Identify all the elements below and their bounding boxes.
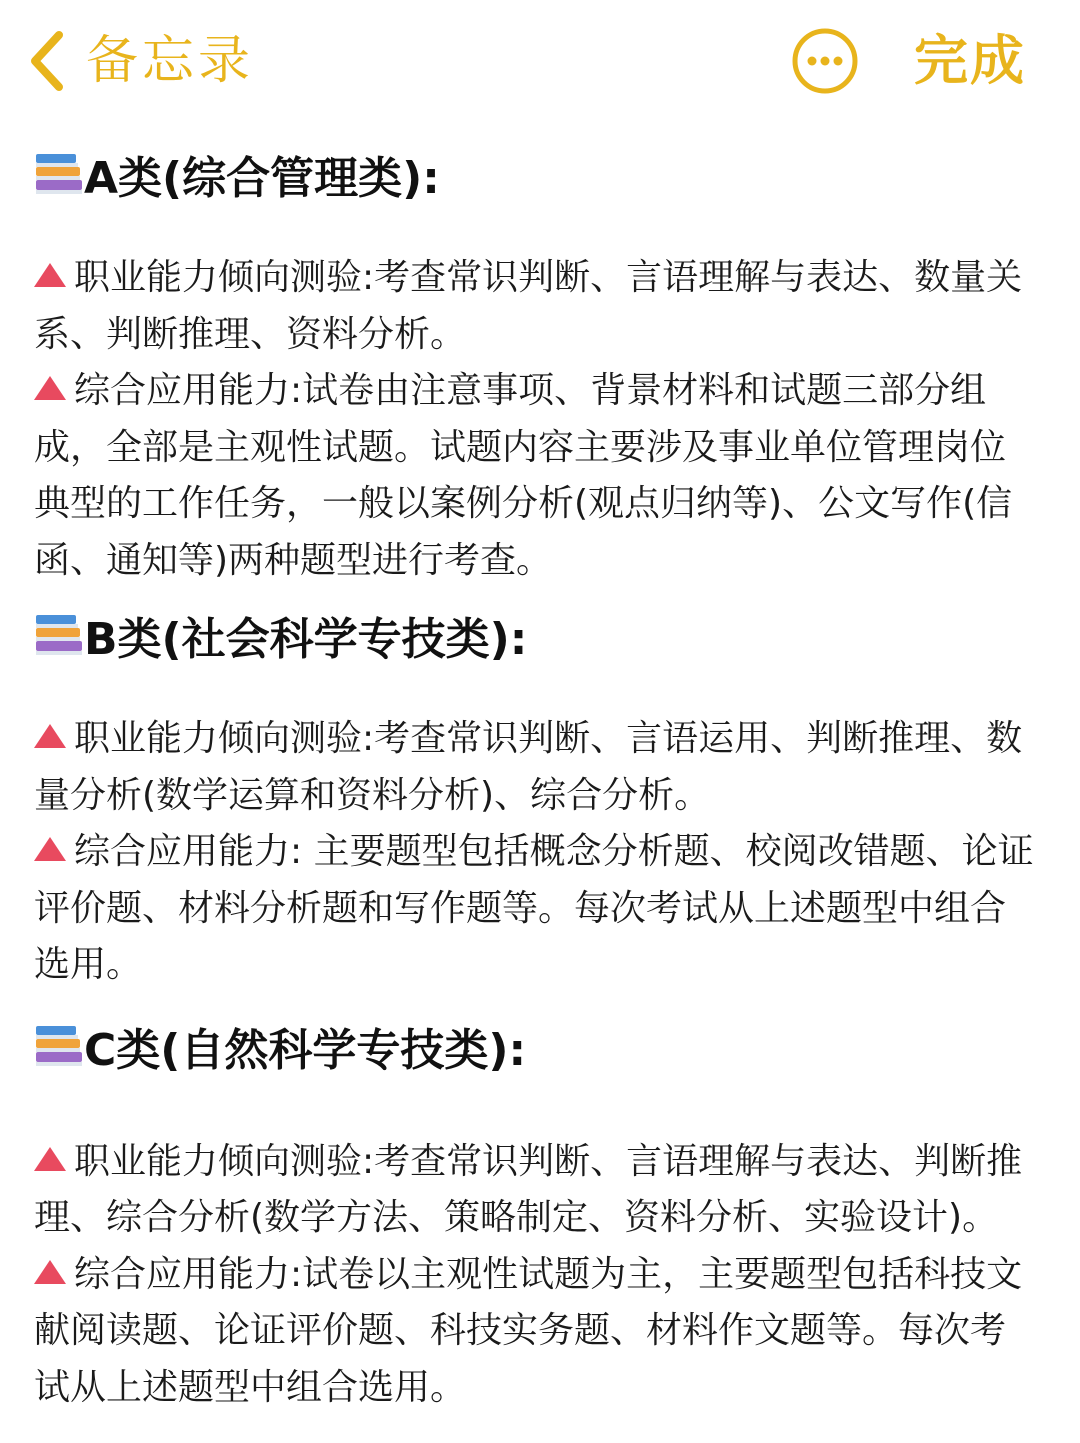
section-heading-b bbox=[34, 599, 1034, 671]
list-item-text: 职业能力倾向测验:考查常识判断、言语理解与表达、判断推理、综合分析(数学方法、策略制定、资料分析、实验设计)。 bbox=[34, 1140, 1023, 1238]
red-triangle-icon bbox=[34, 724, 66, 748]
list-item bbox=[34, 1247, 1034, 1417]
red-triangle-icon bbox=[34, 837, 66, 861]
red-triangle-icon bbox=[34, 1147, 66, 1171]
section-heading-text: B类(社会科学专技类): bbox=[84, 614, 528, 665]
navigation-bar bbox=[0, 0, 1080, 120]
list-item-text: 综合应用能力:试卷以主观性试题为主，主要题型包括科技文献阅读题、论证评价题、科技实务题、材料作文题等。每次考试从上述题型中组合选用。 bbox=[34, 1253, 1023, 1408]
back-button[interactable] bbox=[28, 26, 254, 96]
ellipsis-circle-icon bbox=[790, 26, 860, 96]
section-heading-a bbox=[34, 138, 1034, 210]
list-item-text: 职业能力倾向测验:考查常识判断、言语运用、判断推理、数量分析(数学运算和资料分析)、综合分析。 bbox=[34, 718, 1023, 816]
red-triangle-icon bbox=[34, 263, 66, 287]
back-label: 备忘录 bbox=[86, 31, 255, 91]
section-heading-text: C类(自然科学专技类): bbox=[84, 1024, 527, 1076]
list-item bbox=[34, 711, 1034, 824]
note-body[interactable] bbox=[34, 138, 1034, 1416]
chevron-left-icon bbox=[28, 30, 64, 92]
books-icon bbox=[34, 613, 82, 657]
red-triangle-icon bbox=[34, 1260, 66, 1284]
list-item bbox=[34, 824, 1034, 994]
list-item bbox=[34, 250, 1034, 363]
list-item bbox=[34, 1134, 1034, 1247]
list-item-text: 职业能力倾向测验:考查常识判断、言语理解与表达、数量关系、判断推理、资料分析。 bbox=[34, 257, 1023, 355]
red-triangle-icon bbox=[34, 376, 66, 400]
more-options-button[interactable] bbox=[790, 26, 860, 96]
section-heading-text: A类(综合管理类): bbox=[84, 153, 440, 204]
list-item bbox=[34, 363, 1034, 589]
books-icon bbox=[34, 152, 82, 196]
books-icon bbox=[34, 1024, 82, 1068]
list-item-text: 综合应用能力: 主要题型包括概念分析题、校阅改错题、论证评价题、材料分析题和写作题等。每次考试从上述题型中组合选用。 bbox=[34, 831, 1034, 985]
done-button[interactable]: 完成 bbox=[914, 29, 1026, 92]
section-heading-c bbox=[34, 1010, 1034, 1082]
list-item-text: 综合应用能力:试卷由注意事项、背景材料和试题三部分组成，全部是主观性试题。试题内容主要涉及事业单位管理岗位典型的工作任务，一般以案例分析(观点归纳等)、公文写作(信函、通知等)两种题型进行考查。 bbox=[34, 370, 1013, 581]
